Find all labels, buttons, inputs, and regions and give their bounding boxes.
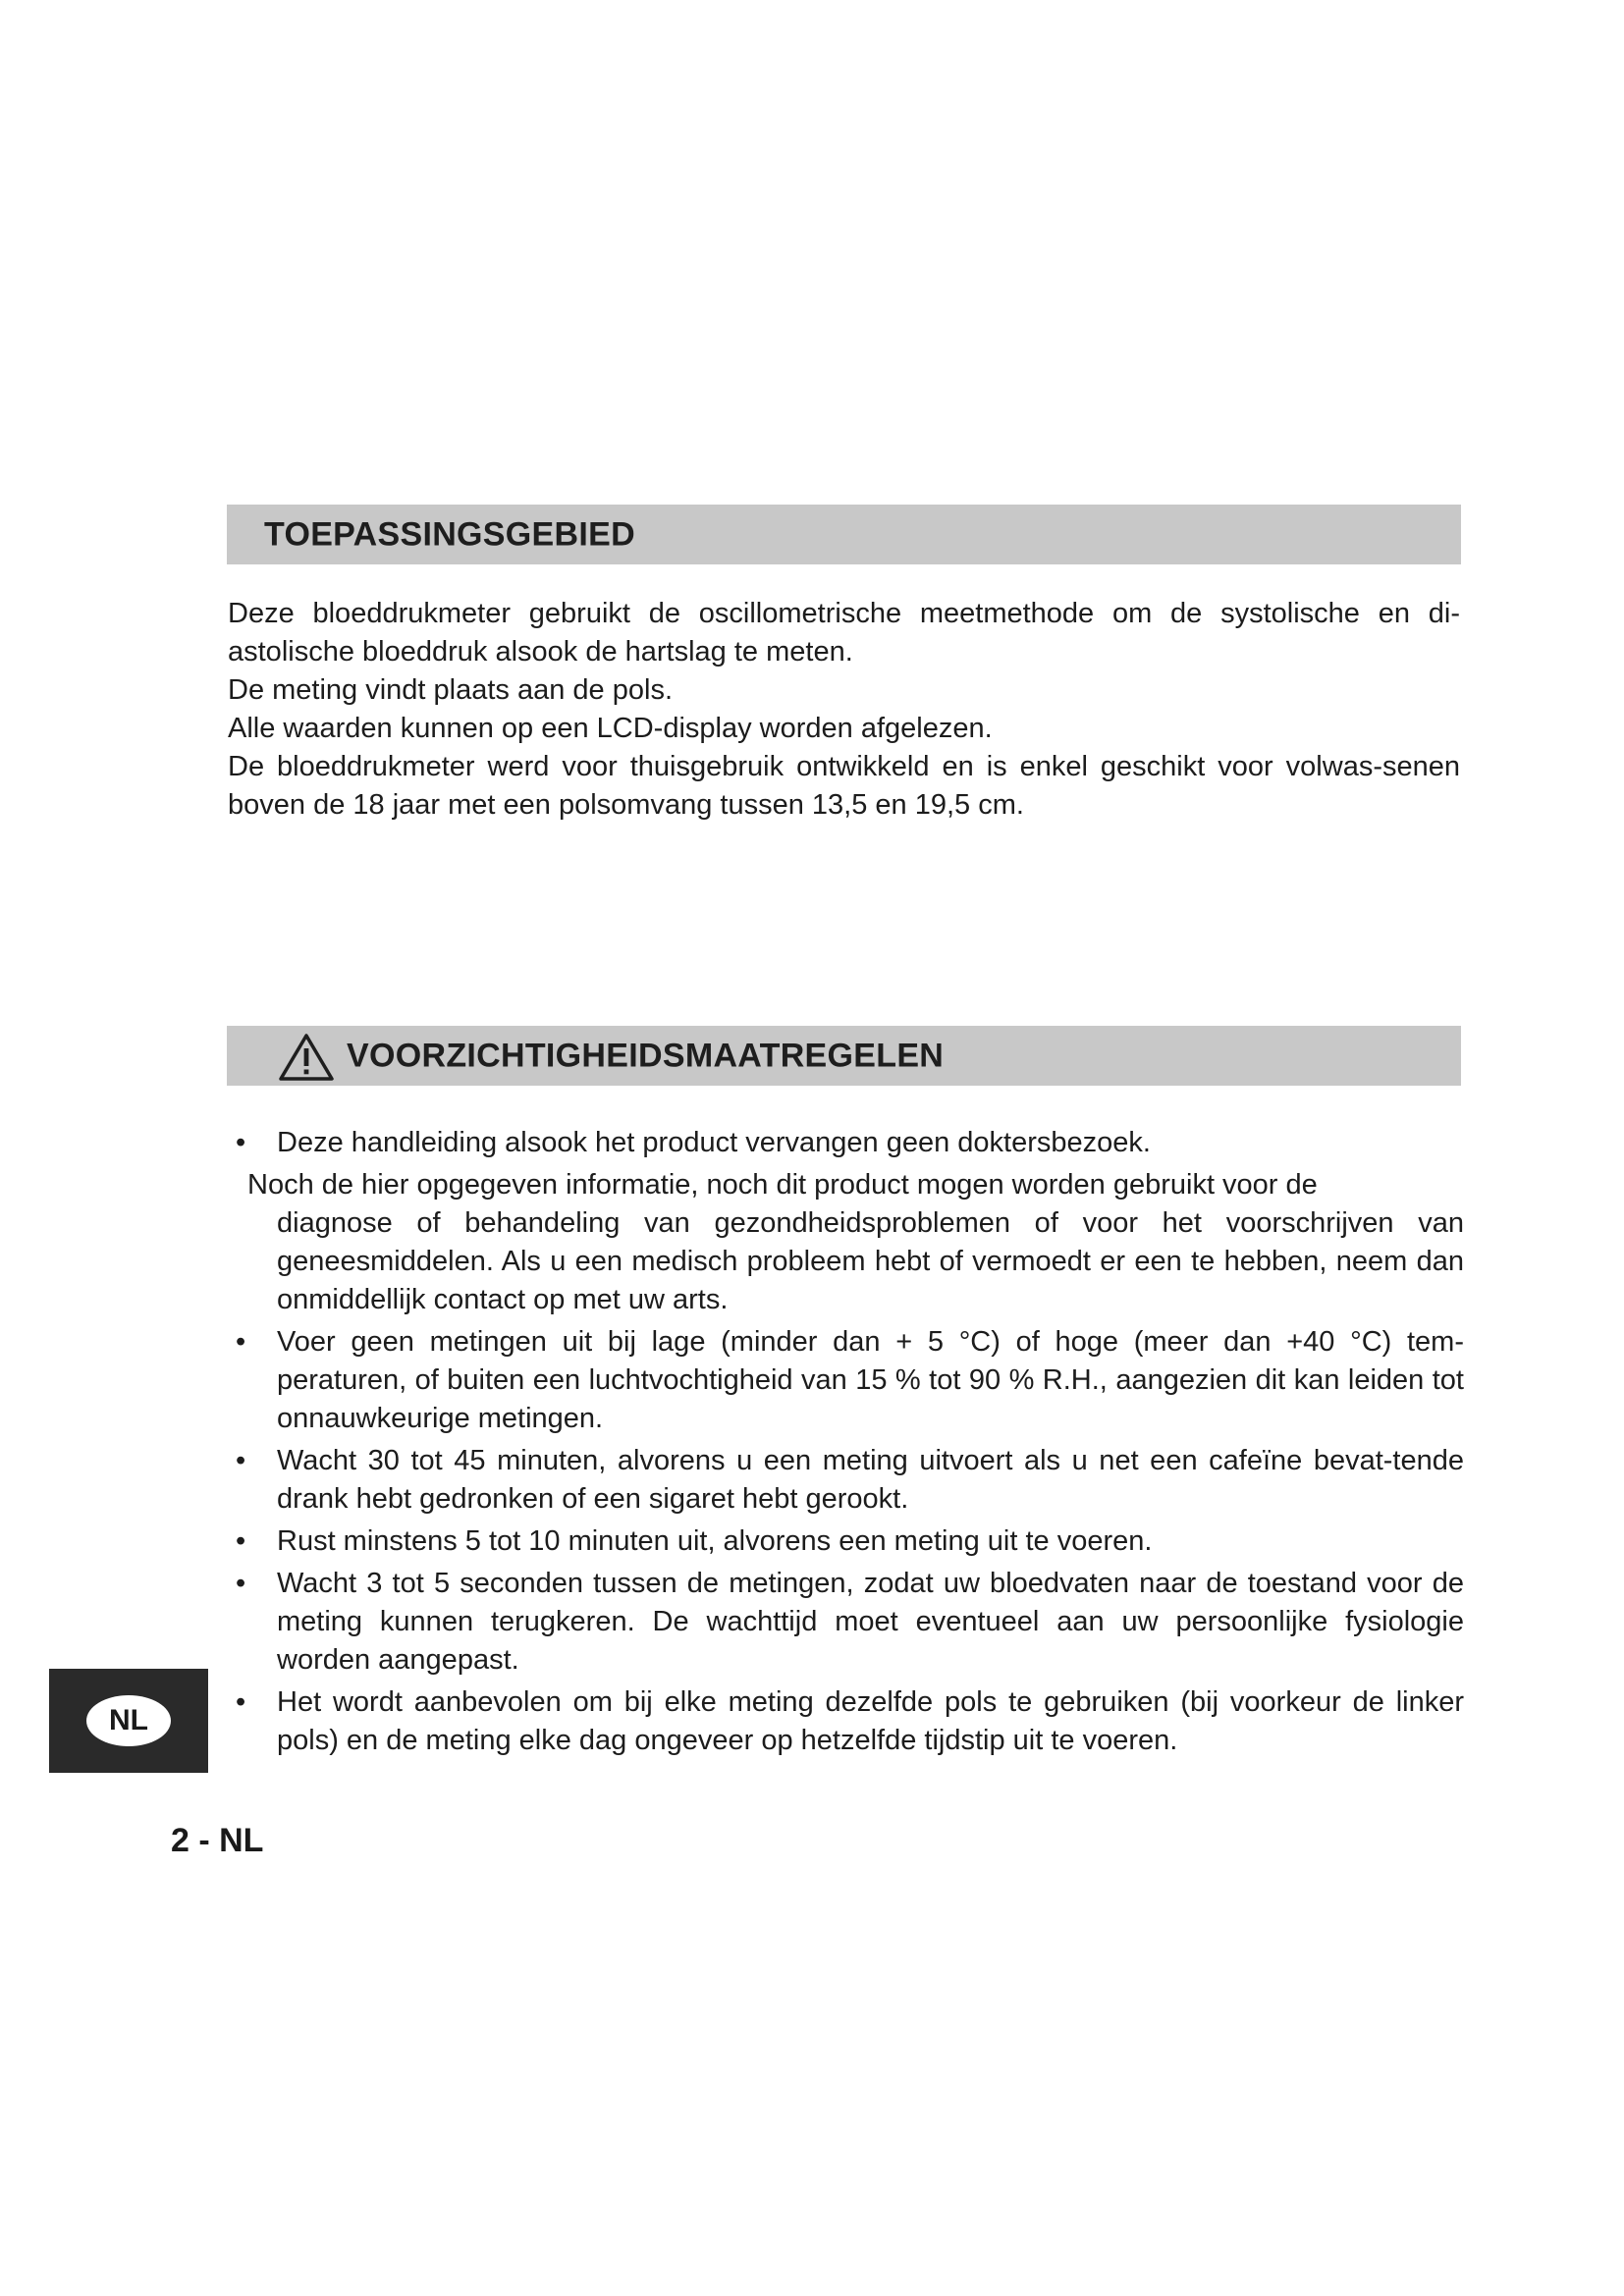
section-header-precautions: [227, 1026, 1461, 1086]
list-item-text: Rust minstens 5 tot 10 minuten uit, alvorens een meting uit te voeren.: [277, 1525, 1153, 1557]
list-item-text: Deze handleiding alsook het product vervangen geen doktersbezoek.: [277, 1127, 1151, 1158]
scope-paragraph-2: De meting vindt plaats aan de pols.: [228, 674, 673, 706]
list-item-text: Wacht 3 tot 5 seconden tussen de metingen, zodat uw bloedvaten naar de toestand voor de meting kunnen terugkeren. De wachttijd moet eventueel aan uw persoonlijke fysiologie worden aangepast.: [277, 1568, 1464, 1676]
section-header-scope: [227, 505, 1461, 564]
scope-text: [228, 595, 1460, 825]
bullet-icon: •: [236, 1127, 246, 1158]
note-first-line: Noch de hier opgegeven informatie, noch dit product mogen worden gebruikt voor de: [247, 1169, 1318, 1201]
scope-paragraph-1: Deze bloeddrukmeter gebruikt de oscillometrische meetmethode om de systolische en di-astolische bloeddruk alsook de hartslag te meten.: [228, 598, 1460, 667]
bullet-icon: •: [236, 1445, 246, 1476]
list-item-note: [247, 1166, 1464, 1319]
bullet-icon: •: [236, 1525, 246, 1557]
list-item-text: Wacht 30 tot 45 minuten, alvorens u een meting uitvoert als u net een cafeïne bevat-tende drank hebt gedronken of een sigaret hebt gerookt.: [277, 1445, 1464, 1515]
language-tab: [49, 1669, 208, 1773]
list-item: [230, 1683, 1464, 1760]
page-number: 2 - NL: [171, 1822, 264, 1859]
language-badge: NL: [86, 1695, 171, 1746]
note-continuation: diagnose of behandeling van gezondheidsproblemen of voor het voorschrijven van geneesmiddelen. Als u een medisch probleem hebt of vermoedt er een te hebben, neem dan onmiddellijk contact op met uw arts.: [277, 1207, 1464, 1315]
scope-paragraph-4: De bloeddrukmeter werd voor thuisgebruik ontwikkeld en is enkel geschikt voor volwas-senen boven de 18 jaar met een polsomvang tussen 13,5 en 19,5 cm.: [228, 751, 1460, 821]
list-item-text: Voer geen metingen uit bij lage (minder dan + 5 °C) of hoge (meer dan +40 °C) tem-peraturen, of buiten een luchtvochtigheid van 15 % tot 90 % R.H., aangezien dit kan leiden tot onnauwkeurige metingen.: [277, 1326, 1464, 1434]
bullet-icon: •: [236, 1568, 246, 1599]
warning-triangle-icon: [278, 1033, 335, 1082]
bullet-icon: •: [236, 1326, 246, 1358]
section-title-precautions: VOORZICHTIGHEIDSMAATREGELEN: [347, 1037, 945, 1074]
scope-paragraph-3: Alle waarden kunnen op een LCD-display worden afgelezen.: [228, 713, 993, 744]
list-item: [230, 1323, 1464, 1438]
bullet-icon: •: [236, 1686, 246, 1718]
list-item: [230, 1124, 1464, 1162]
list-item: [230, 1565, 1464, 1680]
list-item-text: Het wordt aanbevolen om bij elke meting dezelfde pols te gebruiken (bij voorkeur de linker pols) en de meting elke dag ongeveer op hetzelfde tijdstip uit te voeren.: [277, 1686, 1464, 1756]
section-title-scope: TOEPASSINGSGEBIED: [264, 515, 635, 553]
precautions-list: [230, 1124, 1464, 1764]
list-item: [230, 1522, 1464, 1561]
list-item: [230, 1442, 1464, 1519]
